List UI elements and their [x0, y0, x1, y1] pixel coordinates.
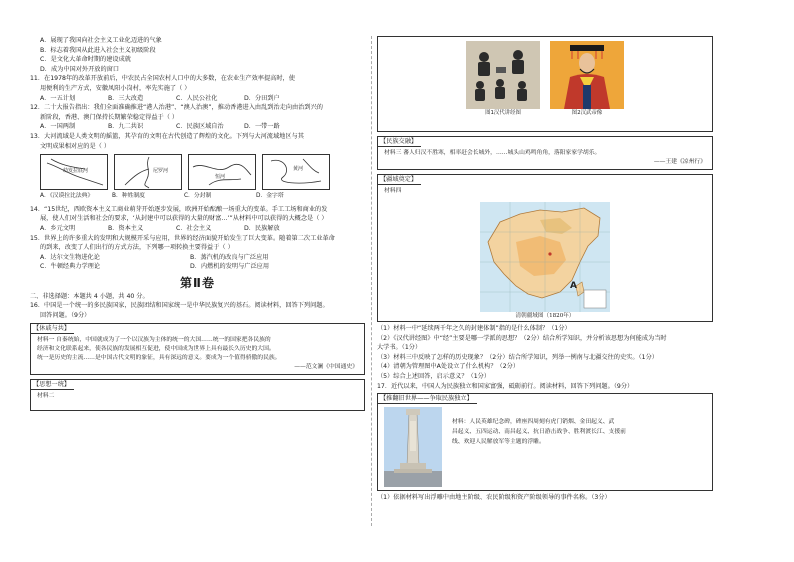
q13-option-d: D．金字塔	[256, 193, 284, 200]
river-label-a: 幼发拉底河	[63, 168, 89, 175]
material-3-source: ——王建《凉州行》	[653, 159, 706, 165]
material-box-3	[377, 136, 713, 170]
q12-options	[30, 122, 365, 132]
q16-sub-4: （4）清朝为管理图中A处设立了什么机构？（2分）	[377, 363, 520, 371]
right-column	[377, 36, 713, 503]
material-1-line3: 统一是历史的主流……是中国古代文明的象征，具有深远的意义。要成为一个值得骄傲的民族。	[37, 354, 281, 361]
q15-options-row1	[30, 253, 365, 263]
q17-stem: 17．近代以来，中国人为民族独立和国家富强，砥砺前行。阅读材料，回答下列问题。（9分）	[377, 382, 634, 390]
monument-section	[378, 404, 712, 490]
q10-option-c: C．是文化大革命时期的建设成就	[40, 56, 131, 64]
material-box-1-heading: 【休戚与共】	[31, 324, 74, 334]
material-box-5-heading: 【推翻旧世界——争取民族独立】	[378, 394, 477, 404]
material-1-source: ——范文澜《中国通史》	[294, 363, 358, 370]
q16-sub-2-cont: 大学书。（1分）	[377, 344, 422, 352]
han-emperor-portrait	[550, 41, 624, 109]
material-5-line3: 线、欢迎人民解放军等主题的浮雕。	[452, 439, 545, 446]
q16-sub-1: （1）材料一中“延续两千年之久的封建体制”指的是什么体制？（1分）	[377, 325, 571, 332]
material-box-3-body	[378, 147, 712, 169]
q13-stem-line2: 文明成果相对应的是（ ）	[40, 142, 111, 150]
figure-2-caption: 图2汉武帝像	[571, 110, 603, 116]
q12-option-d: D．一带一路	[244, 123, 280, 131]
material-1-line1: 材料一 自秦统始，中国就成为了一个以汉族为主体的统一的大国……统一的国家把各民族的	[37, 336, 271, 343]
q14-option-c: C．社会主义	[176, 224, 212, 232]
q16-sub-3: （3）材料三中反映了怎样的历史现象？（2分）结合所学知识，列举一例南与北疆交往的史实。（1分）	[377, 353, 658, 361]
q10-option-a: A．展现了我国向社会主义工业化迈进的气象	[40, 37, 162, 44]
section-instruction: 二、非选择题：本题共 4 小题，共 40 分。	[30, 292, 149, 300]
q17-sub-1: （1）依据材料写出浮雕中由地主阶级、农民阶级和资产阶级领导的事件名称。（3分）	[377, 494, 611, 502]
q12-option-b: B．九二共识	[108, 123, 144, 131]
material-box-1	[30, 323, 365, 375]
material-5-line1: 材料：人民英雄纪念碑，碑座四周刻有虎门销烟、金田起义、武	[452, 419, 615, 426]
q11-option-b: B．三大改造	[108, 94, 144, 102]
q13-river-maps	[40, 154, 365, 190]
q12-option-a: A．一国两制	[40, 123, 76, 131]
river-label-c: 恒河	[215, 174, 226, 181]
material-box-3-heading: 【民族交融】	[378, 137, 421, 147]
question-11	[30, 74, 365, 103]
q11-stem-line1: 11．在1978年的改革开放前后，中农民占全国农村人口中的大多数，在农业生产效率提高时，使	[30, 75, 295, 83]
q15-option-a: A．达尔文生物进化论	[40, 253, 100, 261]
q16-subquestions	[377, 324, 713, 391]
material-3-text: 材料三 蕃人归汉不胜寒，相率赶会长城外，……城头山鸡鸣角角，落阳家家学胡乐。	[384, 150, 601, 156]
q14-options	[30, 224, 365, 234]
q14-stem-line2: 展，使人们对生活和社会的要求，‘从封建中可以获得的大量的财富…’”从材料中可以获得的大概念是（ ）	[40, 215, 328, 223]
qing-territory-map	[480, 202, 610, 312]
material-box-2	[30, 379, 365, 411]
question-15	[30, 234, 365, 272]
river-map-b	[114, 154, 182, 190]
figure-box	[377, 36, 713, 132]
material-1-line2: 经济和文化联系起来，使各民族的发展相互促进，使中国成为世界上具有最长久历史的大国。	[37, 345, 275, 352]
q16-stem-line1: 16．中国是一个统一的多民族国家，民族团结和国家统一是中华民族复兴的基石。阅读材料，回答下列问题。	[30, 302, 329, 310]
q13-option-a: A．《汉谟拉比法典》	[40, 193, 94, 200]
figure-captions	[378, 109, 712, 119]
q10-option-d: D．成为中国对外开放的窗口	[40, 65, 120, 73]
material-5-text	[452, 407, 706, 487]
monument-photo	[384, 407, 442, 487]
q11-option-c: C．人民公社化	[176, 94, 218, 102]
q16-sub-5: （5）综合上述回答，启示意义？（1分）	[377, 372, 491, 380]
material-box-1-body	[31, 334, 364, 374]
q11-option-a: A．一五计划	[40, 94, 76, 102]
q14-stem-line1: 14．“15世纪，西欧资本主义工商业萌芽开始逐步发展，欧洲开始酝酿一场重大的变革。手工工场和商业的发	[30, 205, 328, 213]
river-map-d	[262, 154, 330, 190]
part-two-title: 第Ⅱ卷	[180, 275, 215, 290]
question-14	[30, 205, 365, 234]
q13-option-b: B．种姓制度	[112, 193, 145, 200]
question-12	[30, 103, 365, 132]
map-caption: 清朝疆域图（1820年）	[515, 313, 575, 319]
material-box-2-heading: 【思想一统】	[31, 380, 74, 390]
figure-row	[378, 41, 712, 109]
q14-option-b: B．资本主义	[108, 224, 144, 232]
q13-stem-line1: 13．大河流域是人类文明的摇篮，其孕育的文明在古代创造了辉煌的文化。下列与大河流域地区与其	[30, 132, 304, 140]
q14-option-d: D．民族解放	[244, 224, 280, 232]
q10-options	[30, 36, 365, 74]
q11-option-d: D．分田到户	[244, 94, 280, 102]
q12-option-c: C．民族区域自治	[176, 123, 224, 131]
material-box-4-heading: 【疆域奠定】	[378, 175, 421, 185]
river-label-d: 黄河	[293, 166, 304, 173]
question-13	[30, 132, 365, 202]
q15-option-b: B．蒸汽机的改良与广泛应用	[190, 253, 269, 261]
q16-sub-2: （2）《汉代讲经图》中“经”主要是哪一学派的思想？（2分）结合所学知识，并分析该思想为何能成为当时	[377, 334, 667, 342]
q16-stem-line2: 回答问题。（9分）	[40, 312, 91, 320]
q11-stem-line2: 用便利的生产方式，安徽凤阳小岗村，率先实施了（ ）	[40, 84, 191, 92]
q13-option-c: C．分封制	[184, 193, 212, 200]
map-marker-a: A	[570, 281, 577, 291]
material-box-2-body: 材料二	[37, 392, 55, 399]
river-map-c	[188, 154, 256, 190]
river-map-a	[40, 154, 108, 190]
q12-stem-line2: 新阶段，香港、澳门保持长期繁荣稳定得益于（ ）	[40, 113, 179, 121]
q12-stem-line1: 12．二十大报告指出：我们全面准确推进“港人治港”、“澳人治澳”，推动香港进入由乱到治走向由治到兴的	[30, 104, 323, 112]
han-lecture-image	[466, 41, 540, 109]
column-divider	[371, 36, 372, 526]
q15-stem-line1: 15．世界上的许多重大的发明和大规模开采与应用，世界的经济面貌开始发生了巨大变革。随着第二次工业革命	[30, 234, 335, 242]
material-box-4	[377, 174, 713, 322]
q15-option-d: D．内燃机的发明与广泛应用	[190, 263, 270, 271]
material-box-5	[377, 393, 713, 491]
q10-option-b: B．标志着我国从此进入社会主义初级阶段	[40, 46, 156, 54]
figure-1-caption: 图1汉代讲经图	[485, 110, 521, 116]
q15-option-c: C．牛顿经典力学理论	[40, 263, 101, 271]
q15-stem-line2: 的到来，改变了人们出行的方式方法，下列哪一项转换主要得益于（ ）	[40, 244, 234, 252]
material-box-4-sub: 材料四	[384, 188, 402, 194]
q11-options	[30, 94, 365, 104]
left-column	[30, 36, 365, 411]
q15-options-row2	[30, 262, 365, 272]
material-5-line2: 昌起义、五四运动、南昌起义、抗日游击战争、胜利渡长江、支援前	[452, 429, 626, 436]
q13-options	[40, 192, 365, 202]
river-label-b: 尼罗河	[153, 168, 169, 175]
q14-option-a: A．乡元文明	[40, 224, 76, 232]
